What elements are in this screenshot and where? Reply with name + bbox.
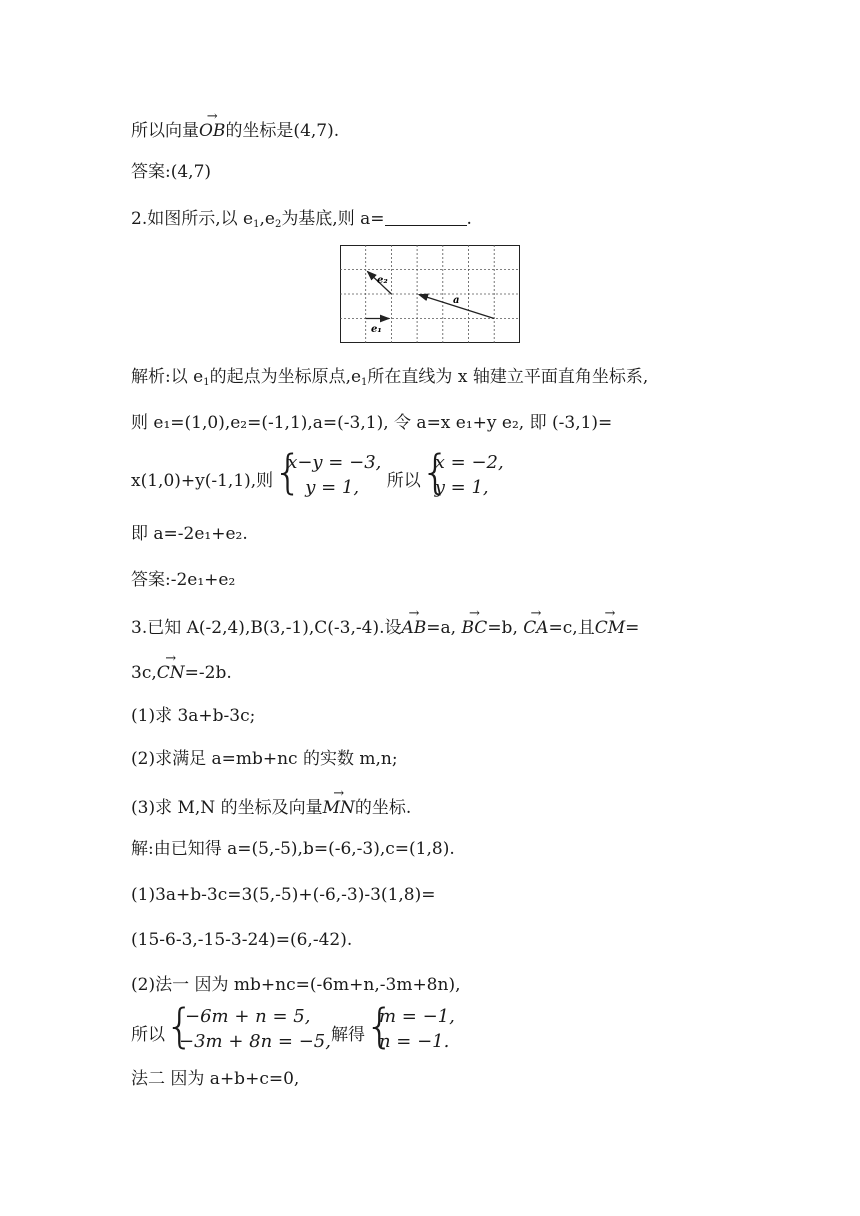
text: 所在直线为 x 轴建立平面直角坐标系, xyxy=(367,367,649,387)
equation-system-3: { −6m + n = 5, −3m + 8n = −5, xyxy=(165,999,331,1053)
equation-row: y = 1, xyxy=(434,477,489,498)
question-3-part-1: (1)求 3a+b-3c; xyxy=(131,706,256,726)
solution-line-5 xyxy=(131,999,455,1056)
text: ,e xyxy=(259,209,275,229)
answer-line-2: 答案:-2e₁+e₂ xyxy=(131,570,236,590)
text: 所以 xyxy=(131,1025,165,1045)
text: 为基底,则 a= xyxy=(281,209,385,229)
text: 的坐标. xyxy=(354,798,412,818)
subscript: 1 xyxy=(253,219,260,230)
equation-system-4: { m = −1, n = −1. xyxy=(364,999,455,1053)
solution-line-4: (2)法一 因为 mb+nc=(-6m+n,-3m+8n), xyxy=(131,975,461,995)
text: =c,且 xyxy=(548,618,595,638)
subscript: 1 xyxy=(203,377,210,388)
vector-ob: → OB xyxy=(199,120,225,142)
vector-grid-figure xyxy=(340,245,520,343)
equation-row: x−y = −3, xyxy=(287,452,382,473)
text: 3c, xyxy=(131,663,157,683)
text: 的坐标是(4,7). xyxy=(225,121,340,141)
label-e1: e₁ xyxy=(371,324,382,335)
question-3-line-2 xyxy=(131,662,232,684)
equation-row: x = −2, xyxy=(434,452,504,473)
vector-cn: → CN xyxy=(157,662,185,684)
text: =a, xyxy=(426,618,457,638)
vector-ab: → AB xyxy=(402,617,427,639)
answer-line-1: 答案:(4,7) xyxy=(131,162,212,182)
vector-mn: → MN xyxy=(323,797,355,819)
analysis-line-2: 则 e₁=(1,0),e₂=(-1,1),a=(-3,1), 令 a=x e₁+y e₂, 即 (-3,1)= xyxy=(131,413,613,433)
text: x(1,0)+y(-1,1),则 xyxy=(131,471,274,491)
text: =b, xyxy=(487,618,518,638)
equation-system-2: { x = −2, y = 1, xyxy=(420,445,504,499)
solution-line-3: (15-6-3,-15-3-24)=(6,-42). xyxy=(131,930,353,950)
analysis-line-1 xyxy=(131,366,648,394)
text-line-1 xyxy=(131,120,339,142)
vector-ca: → CA xyxy=(523,617,548,639)
analysis-line-4: 即 a=-2e₁+e₂. xyxy=(131,524,248,544)
solution-line-6: 法二 因为 a+b+c=0, xyxy=(131,1069,300,1089)
label-e2: e₂ xyxy=(377,275,388,286)
equation-row: −6m + n = 5, xyxy=(185,1006,311,1027)
question-3-part-3 xyxy=(131,797,411,819)
text: 解析:以 e xyxy=(131,367,204,387)
vector-bc: → BC xyxy=(461,617,487,639)
equation-row: n = −1. xyxy=(378,1031,450,1052)
question-3-line-1 xyxy=(131,617,639,639)
question-3-part-2: (2)求满足 a=mb+nc 的实数 m,n; xyxy=(131,749,398,769)
solution-line-2: (1)3a+b-3c=3(5,-5)+(-6,-3)-3(1,8)= xyxy=(131,885,436,905)
text: 2.如图所示,以 e xyxy=(131,209,254,229)
text: 3.已知 A(-2,4),B(3,-1),C(-3,-4).设 xyxy=(131,618,402,638)
analysis-line-3 xyxy=(131,445,504,502)
text: . xyxy=(466,209,472,229)
equation-row: −3m + 8n = −5, xyxy=(179,1031,331,1052)
equation-row: m = −1, xyxy=(378,1006,455,1027)
equation-row: y = 1, xyxy=(305,477,360,498)
text: 的起点为坐标原点,e xyxy=(209,367,362,387)
answer-blank xyxy=(385,209,467,226)
subscript: 1 xyxy=(361,377,368,388)
text: 解得 xyxy=(330,1025,365,1045)
question-2 xyxy=(131,208,472,236)
text: =-2b. xyxy=(184,663,232,683)
text: = xyxy=(625,618,640,638)
equation-system-1: { x−y = −3, y = 1, xyxy=(273,445,382,499)
subscript: 2 xyxy=(274,219,282,230)
text: (3)求 M,N 的坐标及向量 xyxy=(131,798,323,818)
text: 所以向量 xyxy=(131,121,199,141)
label-a: a xyxy=(453,295,460,306)
vector-cm: → CM xyxy=(595,617,625,639)
text: 所以 xyxy=(386,471,421,491)
solution-line-1: 解:由已知得 a=(5,-5),b=(-6,-3),c=(1,8). xyxy=(131,839,455,859)
